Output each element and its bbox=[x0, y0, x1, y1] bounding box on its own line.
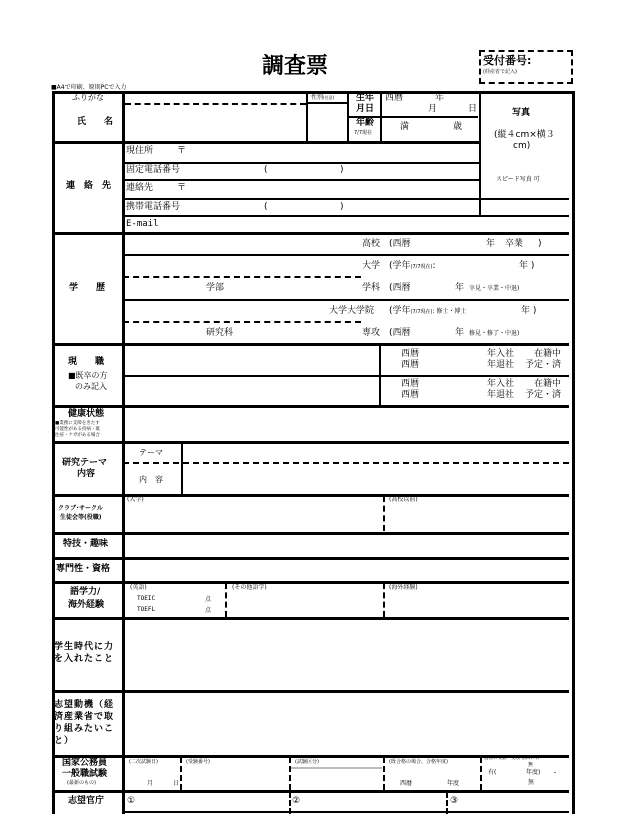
divider bbox=[383, 757, 385, 790]
theme-label: テーマ bbox=[139, 448, 163, 457]
job-leave-1: 年退社 bbox=[487, 360, 515, 370]
past-exam-yes[interactable]: 有( bbox=[488, 769, 497, 776]
research-dept-input[interactable] bbox=[125, 324, 355, 342]
civil-exam-label-2: 一般職試験 bbox=[62, 769, 108, 779]
grad-grade-note: (7/7現在) bbox=[410, 309, 433, 315]
birthdate-input[interactable] bbox=[382, 93, 478, 115]
age-note: 7/7現在 bbox=[354, 130, 373, 136]
job-join-1: 年入社 bbox=[487, 349, 515, 359]
motivation-input[interactable] bbox=[125, 693, 568, 755]
exam-category-label: (試験区分) bbox=[295, 759, 319, 765]
grad-degree-options[interactable]: : 修士・博士 bbox=[432, 308, 467, 315]
landline-input[interactable] bbox=[190, 164, 478, 179]
exam-number-label: (受験番号) bbox=[186, 759, 210, 765]
birth-day-unit: 日 bbox=[468, 104, 478, 114]
second-exam-date-label: (二次試験日) bbox=[129, 759, 158, 765]
passed-label: (既合格の場合、合格年度) bbox=[389, 759, 448, 765]
birth-label: 生年 bbox=[356, 93, 375, 103]
student-effort-input[interactable] bbox=[125, 620, 568, 689]
second-exam-date-input[interactable] bbox=[126, 768, 178, 788]
department-year: 年 bbox=[455, 283, 465, 293]
agency-choice-3-mark: ③ bbox=[450, 796, 459, 806]
exam-day: 日 bbox=[173, 780, 180, 787]
age-full: 満 bbox=[400, 122, 410, 132]
divider bbox=[180, 757, 182, 790]
job-era-join-1: 西暦 bbox=[401, 349, 420, 359]
toeic-points: 点 bbox=[205, 596, 212, 603]
landline-open: ( bbox=[264, 165, 268, 175]
job-era-leave-1: 西暦 bbox=[401, 360, 420, 370]
current-job-note-1: ■既卒の方 bbox=[68, 371, 108, 380]
landline-label: 固定電話番号 bbox=[126, 165, 181, 175]
postal-mark: 〒 bbox=[177, 146, 187, 156]
divider bbox=[289, 757, 291, 790]
divider bbox=[123, 276, 361, 278]
content-input[interactable] bbox=[184, 465, 568, 493]
photo-label: 写真 bbox=[512, 108, 531, 118]
mobile-input[interactable] bbox=[190, 200, 568, 215]
past-exam-no[interactable]: 無 bbox=[528, 779, 535, 786]
past-exam-header-2: 無 bbox=[528, 762, 534, 768]
photo-size: (縦４cm×横３ bbox=[494, 130, 555, 140]
club-univ-label: (大学) bbox=[127, 496, 144, 503]
divider bbox=[123, 462, 569, 464]
major-label: 専攻 bbox=[362, 328, 381, 338]
divider bbox=[123, 811, 569, 813]
furigana-input[interactable] bbox=[125, 94, 305, 103]
name-input[interactable] bbox=[125, 106, 305, 140]
mobile-open: ( bbox=[264, 202, 268, 212]
university-year: 年 ) bbox=[519, 261, 535, 271]
university-colon: : bbox=[432, 261, 436, 271]
divider bbox=[291, 767, 382, 769]
job-status-2[interactable]: 予定・済 bbox=[525, 360, 562, 370]
age-unit: 歳 bbox=[453, 122, 463, 132]
address-input[interactable] bbox=[188, 144, 478, 161]
age-input[interactable] bbox=[382, 118, 478, 140]
toefl-label: TOEFL bbox=[137, 606, 156, 613]
english-label: (英語) bbox=[130, 584, 147, 591]
civil-exam-label-1: 国家公務員 bbox=[62, 758, 108, 768]
landline-close: ) bbox=[340, 165, 344, 175]
contact-address-input[interactable] bbox=[188, 181, 478, 197]
health-note-2: 可能性がある持病・既 bbox=[55, 427, 100, 432]
highschool-year: 年 bbox=[486, 239, 496, 249]
university-grade-text: (学年 bbox=[389, 261, 411, 271]
grad-school-input[interactable] bbox=[125, 301, 325, 320]
content-label: 内 容 bbox=[139, 475, 163, 484]
faculty-label: 学部 bbox=[206, 283, 225, 293]
motivation-label-2: 済産業省で取 bbox=[54, 712, 115, 722]
student-effort-label-2: を入れたこと bbox=[54, 654, 115, 664]
university-grade bbox=[389, 262, 436, 271]
email-input[interactable] bbox=[165, 217, 568, 232]
divider bbox=[225, 583, 227, 617]
agency-choice-2-input[interactable] bbox=[304, 793, 444, 811]
birth-month-unit: 月 bbox=[428, 104, 438, 114]
research-label-2: 内容 bbox=[77, 469, 96, 479]
major-year: 年 bbox=[455, 328, 465, 338]
gender-note: (任意) bbox=[323, 95, 335, 100]
toefl-input[interactable] bbox=[160, 605, 203, 614]
language-label-2: 海外経験 bbox=[68, 600, 105, 610]
skills-input[interactable] bbox=[125, 535, 568, 556]
motivation-label-4: と） bbox=[54, 736, 75, 746]
agency-choice-1-mark: ① bbox=[127, 796, 136, 806]
skills-label: 特技・趣味 bbox=[63, 539, 109, 549]
email-label: E-mail bbox=[126, 219, 159, 229]
photo-size-2: cm) bbox=[513, 141, 531, 151]
qualifications-input[interactable] bbox=[125, 560, 568, 580]
age-label: 年齢 bbox=[356, 118, 375, 128]
divider bbox=[123, 321, 361, 323]
university-grade-note: (7/7現在) bbox=[410, 264, 433, 270]
past-exam-dot: ・ bbox=[552, 770, 559, 777]
photo-speed-note: スピード写真 可 bbox=[496, 176, 540, 183]
agency-choice-3-input[interactable] bbox=[462, 793, 567, 811]
passed-era: 西暦 bbox=[400, 780, 413, 787]
grad-school-label: 大学大学院 bbox=[329, 306, 375, 316]
job-status-3[interactable]: 在籍中 bbox=[534, 379, 562, 389]
birth-label-2: 月日 bbox=[356, 104, 375, 114]
job-era-leave-2: 西暦 bbox=[401, 390, 420, 400]
club-label-2: 生徒会等(役職) bbox=[60, 514, 102, 521]
faculty-input[interactable] bbox=[125, 279, 355, 298]
highschool-grad: 卒業 bbox=[505, 239, 524, 249]
motivation-label-3: り組みたいこ bbox=[54, 724, 115, 734]
toeic-input[interactable] bbox=[160, 594, 203, 603]
department-label: 学科 bbox=[362, 283, 381, 293]
major-era: (西暦 bbox=[389, 328, 411, 338]
address-label: 現住所 bbox=[126, 146, 154, 156]
passed-year-input[interactable] bbox=[415, 770, 445, 788]
highschool-label: 高校 bbox=[362, 239, 381, 249]
overseas-input[interactable] bbox=[387, 593, 567, 616]
past-exam-header: 過去の受験・受検 前回の有 bbox=[484, 757, 540, 761]
civil-exam-label-3: (最新のもの) bbox=[67, 780, 96, 786]
club-hs-label: (高校以前) bbox=[389, 496, 418, 503]
health-note-1: ■業務に支障をきたす bbox=[55, 421, 100, 426]
job-status-1[interactable]: 在籍中 bbox=[534, 349, 562, 359]
overseas-label: (海外経験) bbox=[389, 584, 418, 591]
major-status[interactable]: 修見・修了・中退) bbox=[469, 330, 520, 337]
university-input[interactable] bbox=[125, 256, 355, 275]
contact-label: 連 絡 先 bbox=[66, 181, 112, 191]
research-dept-label: 研究科 bbox=[206, 328, 234, 338]
furigana-label: ふりがな bbox=[72, 93, 104, 102]
club-univ-input[interactable] bbox=[125, 505, 380, 531]
club-label-1: クラブ･サークル bbox=[58, 505, 103, 512]
mobile-label: 携帯電話番号 bbox=[126, 202, 181, 212]
page-title: 調査票 bbox=[262, 54, 329, 79]
divider bbox=[383, 496, 385, 531]
other-language-input[interactable] bbox=[229, 593, 379, 616]
divider bbox=[181, 443, 183, 494]
highschool-close: ) bbox=[538, 239, 542, 249]
qualifications-label: 専門性・資格 bbox=[56, 564, 111, 574]
highschool-era: (西暦 bbox=[389, 239, 411, 249]
motivation-label-1: 志望動機（経 bbox=[54, 700, 115, 710]
gender-label bbox=[311, 95, 334, 101]
toeic-label: TOEIC bbox=[137, 595, 156, 602]
current-job-input-1[interactable] bbox=[125, 346, 377, 374]
print-note: ■A4で印刷、原則PCで入力 bbox=[51, 84, 127, 91]
furigana-divider bbox=[125, 103, 306, 105]
receipt-number-note: (経産省で記入) bbox=[483, 69, 517, 75]
divider bbox=[123, 375, 569, 377]
research-label-1: 研究テーマ bbox=[62, 458, 108, 468]
postal-mark-2: 〒 bbox=[177, 183, 187, 193]
health-input[interactable] bbox=[125, 408, 568, 441]
grad-school-year: 年 ) bbox=[521, 306, 537, 316]
health-note-3: 往症・ケガがある場合 bbox=[55, 433, 100, 438]
mobile-close: ) bbox=[340, 202, 344, 212]
department-era: (西暦 bbox=[389, 283, 411, 293]
department-status[interactable]: 卒見・卒業・中退) bbox=[469, 285, 520, 292]
university-label: 大学 bbox=[362, 261, 381, 271]
health-label: 健康状態 bbox=[68, 409, 105, 419]
divider bbox=[383, 583, 385, 617]
divider bbox=[480, 757, 482, 790]
job-era-join-2: 西暦 bbox=[401, 379, 420, 389]
agency-choice-2-mark: ② bbox=[292, 796, 301, 806]
other-language-label: (その他語学) bbox=[232, 584, 267, 591]
birth-year-unit: 年 bbox=[435, 93, 445, 103]
agency-choice-1-input[interactable] bbox=[138, 793, 286, 811]
exam-category-input[interactable] bbox=[292, 770, 381, 788]
gender-text: 性別 bbox=[311, 94, 324, 101]
past-exam-fy: 年度) bbox=[526, 769, 541, 776]
club-hs-input[interactable] bbox=[387, 505, 567, 531]
current-job-label: 現 職 bbox=[68, 357, 105, 367]
passed-fiscal-year: 年度 bbox=[447, 780, 460, 787]
current-job-note-2: のみ記入 bbox=[75, 382, 107, 391]
job-leave-2: 年退社 bbox=[487, 390, 515, 400]
receipt-number-label: 受付番号: bbox=[483, 54, 532, 67]
toefl-points: 点 bbox=[205, 607, 212, 614]
student-effort-label-1: 学生時代に力 bbox=[54, 642, 115, 652]
name-label: 氏 名 bbox=[77, 117, 114, 127]
current-job-input-2[interactable] bbox=[125, 378, 377, 405]
contact-address-label: 連絡先 bbox=[126, 183, 154, 193]
exam-number-input[interactable] bbox=[184, 768, 287, 788]
exam-month: 月 bbox=[147, 780, 154, 787]
grad-grade-text: (学年 bbox=[389, 306, 411, 316]
gender-input[interactable] bbox=[308, 104, 346, 140]
job-join-2: 年入社 bbox=[487, 379, 515, 389]
language-label-1: 語学力/ bbox=[70, 587, 101, 597]
highschool-input[interactable] bbox=[125, 235, 355, 253]
job-status-4[interactable]: 予定・済 bbox=[525, 390, 562, 400]
grad-school-grade bbox=[389, 307, 466, 316]
birth-era: 西暦 bbox=[385, 93, 404, 103]
theme-input[interactable] bbox=[184, 444, 568, 461]
preferred-agency-label: 志望官庁 bbox=[68, 796, 105, 806]
education-label: 学 歴 bbox=[69, 283, 106, 293]
